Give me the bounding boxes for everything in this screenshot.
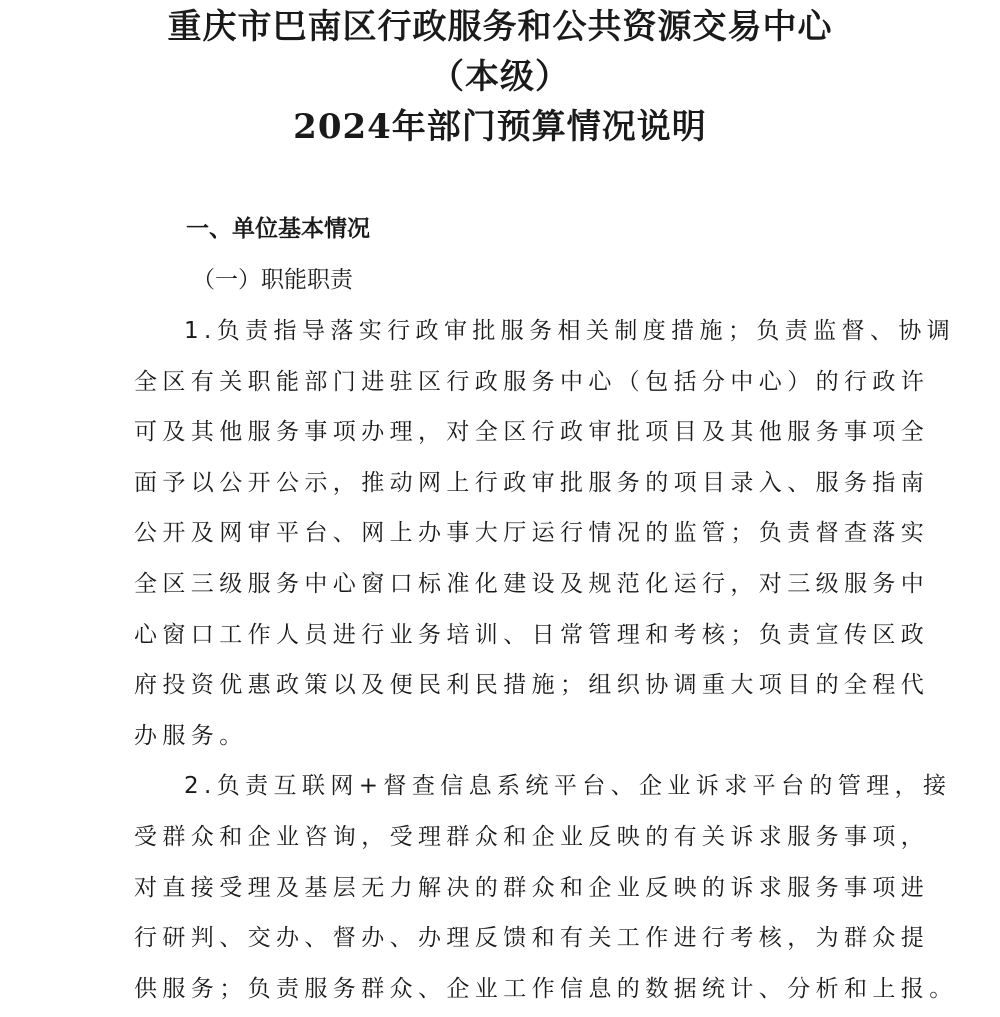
body-line: 1.负责指导落实行政审批服务相关制度措施；负责监督、协调 (184, 318, 956, 344)
body-line: 心窗口工作人员进行业务培训、日常管理和考核；负责宣传区政 (134, 621, 930, 648)
body-line: 供服务；负责服务群众、企业工作信息的数据统计、分析和上报。 (134, 975, 958, 1002)
body-line: 全区三级服务中心窗口标准化建设及规范化运行，对三级服务中 (134, 570, 930, 597)
body-line: 全区有关职能部门进驻区行政服务中心（包括分中心）的行政许 (134, 368, 930, 395)
body-line: 行研判、交办、督办、办理反馈和有关工作进行考核，为群众提 (134, 925, 930, 952)
body-line: 面予以公开公示，推动网上行政审批服务的项目录入、服务指南 (134, 469, 930, 496)
body-line: 可及其他服务事项办理，对全区行政审批项目及其他服务事项全 (134, 419, 930, 446)
body-line: 2.负责互联网+督查信息系统平台、企业诉求平台的管理，接 (184, 773, 952, 800)
subsection-heading: （一）职能职责 (192, 267, 353, 293)
document-title-line-2: （本级） (430, 57, 570, 97)
document-title-line-1: 重庆市巴南区行政服务和公共资源交易中心 (167, 7, 833, 47)
document-title-line-3: 2024年部门预算情况说明 (293, 107, 707, 147)
body-line: 公开及网审平台、网上办事大厅运行情况的监管；负责督查落实 (134, 520, 930, 547)
section-heading: 一、单位基本情况 (186, 216, 370, 242)
body-line: 对直接受理及基层无力解决的群众和企业反映的诉求服务事项进 (134, 874, 930, 901)
body-line: 府投资优惠政策以及便民利民措施；组织协调重大项目的全程代 (134, 672, 930, 699)
body-text (134, 309, 958, 1017)
body-line: 办服务。 (134, 722, 248, 749)
body-line: 受群众和企业咨询，受理群众和企业反映的有关诉求服务事项， (134, 823, 930, 850)
